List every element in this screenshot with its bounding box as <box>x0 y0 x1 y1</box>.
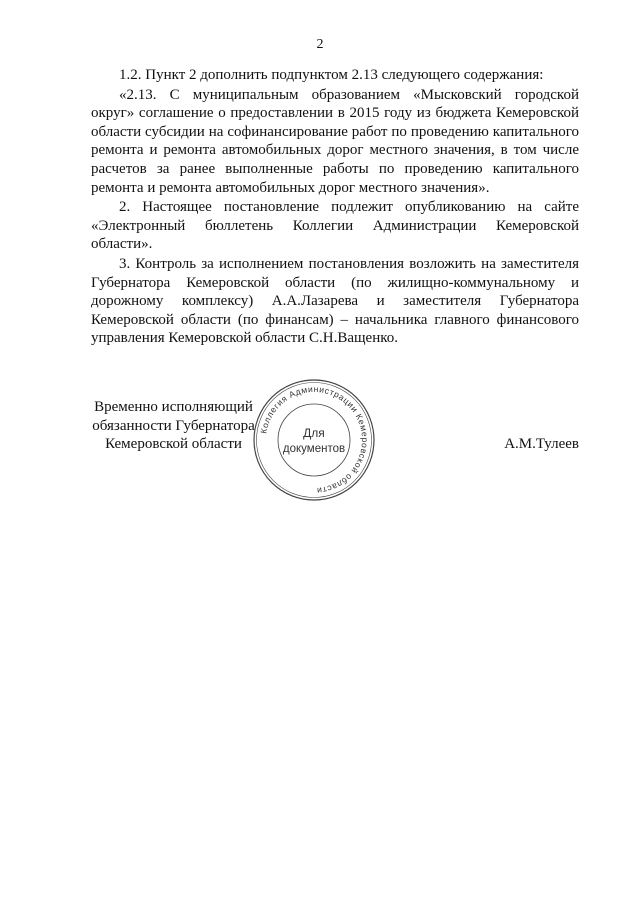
signatory-title <box>91 398 256 454</box>
paragraph-3: 3. Контроль за исполнением постановления возложить на заместителя Губернатора Кемеровской области (по жилищно-коммунальному и дорожному комплексу) А.А.Лазарева и заместителя Губернатора Кемеровской области (по финансам) – начальника главного финансового управления Кемеровской области С.Н.Ващенко. <box>91 255 579 347</box>
paragraph-1-2: 1.2. Пункт 2 дополнить подпунктом 2.13 следующего содержания: <box>119 67 544 83</box>
seal-center-text-1: Для <box>303 426 325 440</box>
signatory-title-line: Кемеровской области <box>105 436 242 453</box>
signatory-title-line: Временно исполняющий <box>94 399 253 415</box>
document-body <box>91 66 579 349</box>
paragraph-2: 2. Настоящее постановление подлежит опубликованию на сайте «Электронный бюллетень Коллегии Администрации Кемеровской области». <box>91 199 579 253</box>
seal-graphic <box>251 377 377 503</box>
paragraph-2-13: «2.13. С муниципальным образованием «Мысковский городской округ» соглашение о предоставлении в 2015 году из бюджета Кемеровской области субсидии на софинансирование работ по проведению капитального ремонта и ремонта автомобильных дорог местного значения, в том числе расчетов за ранее выполненные работы по проведению капитального ремонта и ремонта автомобильных дорог местного значения». <box>91 86 579 196</box>
seal-center-text-2: документов <box>282 443 346 455</box>
official-seal-stamp <box>251 377 377 503</box>
page-number: 2 <box>316 37 324 52</box>
seal-ring-text: Коллегия Администрации Кемеровской области <box>258 383 371 496</box>
signatory-title-line: обязанности Губернатора <box>92 417 255 434</box>
signature-block <box>91 383 579 518</box>
signatory-name: А.М.Тулеев <box>504 436 579 452</box>
